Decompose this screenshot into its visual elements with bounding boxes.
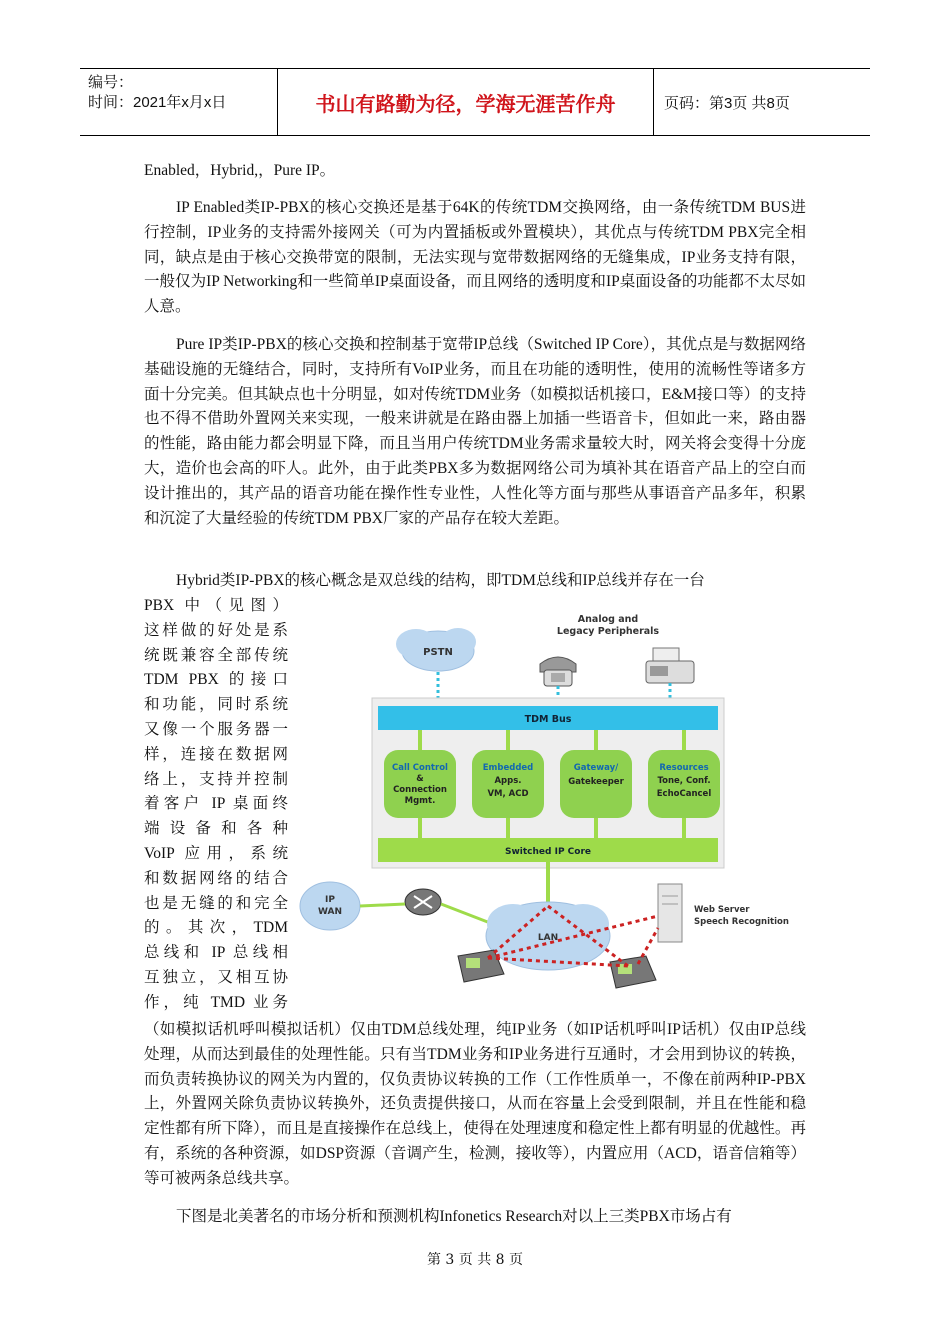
module-label: Gatekeeper [568, 777, 624, 787]
column-line: 也是无缝的和完全 [144, 894, 288, 912]
analog-phone-icon [540, 657, 576, 686]
paragraph-infonetics: 下图是北美著名的市场分析和预测机构Infonetics Research对以上三类PBX市场占有 [176, 1208, 732, 1225]
module-label: Connection [393, 785, 447, 795]
column-line: 互独立，又相互协 [144, 968, 288, 986]
module-label: Gateway/ [573, 763, 619, 773]
router-icon [405, 889, 441, 915]
column-line: 络上，支持并控制 [144, 770, 288, 788]
paragraph-hybrid-first-line: Hybrid类IP-PBX的核心概念是双总线的结构，即TDM总线和IP总线并存在一台 [176, 572, 705, 589]
module-label: Tone, Conf. [657, 776, 711, 786]
column-line: 作，纯 TMD 业务 [144, 993, 288, 1011]
server-icon [658, 884, 682, 942]
column-line: 的。其次，TDM [144, 919, 288, 937]
hybrid-pbx-diagram [298, 606, 803, 1006]
module-call-control [384, 750, 456, 818]
pstn-cloud [396, 628, 476, 671]
analog-label-line1: Analog and [577, 614, 639, 625]
server-label: Web Server [694, 905, 750, 915]
paragraph-hybrid-rest: （如模拟话机呼叫模拟话机）仅由TDM总线处理，纯IP业务（如IP话机呼叫IP话机）仅由IP总线处理，从而达到最佳的处理性能。只有当TDM业务和IP业务进行互通时，才会用到协议的转换，而负责转换协议的网关为内置的，仅负责协议转换的工作（工作性质单一，不像在前两种IP-PBX上，外置网关除负责协议转换外，还负责提供接口，从而在容量上会受到限制，并且在性能和稳定性都有所下降），而且是直接操作在总线上，使得在处理速度和稳定性上都有明显的优越性。再有，系统的各种资源，如DSP资源（音调产生，检测，接收等），内置应用（ACD，语音信箱等）等可被两条总线共享。 [144, 1021, 806, 1187]
module-label: Call Control [392, 763, 448, 773]
column-line: 着客户 IP 桌面终 [144, 795, 288, 813]
column-line: 统既兼容全部传统 [144, 646, 288, 664]
column-line: 和功能，同时系统 [144, 696, 288, 714]
column-line: 这样做的好处是系 [144, 621, 288, 639]
header-meta [80, 69, 278, 135]
column-line: VoIP 应用，系统 [144, 844, 288, 862]
fax-machine-icon [646, 648, 694, 683]
hybrid-wrapped-column [144, 594, 288, 1016]
lan-label: LAN [537, 933, 559, 943]
column-line: PBX 中（见图） [144, 597, 288, 614]
module-label: Resources [659, 763, 709, 773]
page-footer: 第 3 页 共 8 页 [426, 1252, 524, 1268]
paragraph-pure-ip: Pure IP类IP-PBX的核心交换和控制基于宽带IP总线（Switched IP Core），其优点是与数据网络基础设施的无缝结合，同时，支持所有VoIP业务，而且在功能的透明性，使用的流畅性等诸多方面十分完美。但其缺点也十分明显，如对传统TDM业务（如模拟话机接口，E&M接口等）的支持也不得不借助外置网关来实现，一般来讲就是在路由器上加插一些语音卡，但如此一来，路由器的性能，路由能力都会明显下降，而且当用户传统TDM业务需求量较大时，网关将会变得十分庞大，造价也会高的吓人。此外，由于此类PBX多为数据网络公司为填补其在语音产品上的空白而设计推出的，其产品的语音功能在操作性专业性，人性化等方面与那些从事语音产品多年，积累和沉淀了大量经验的传统TDM PBX厂家的产品存在较大差距。 [144, 336, 806, 527]
column-line: 又像一个服务器一 [144, 720, 288, 738]
tdm-bus-label: TDM Bus [524, 714, 572, 725]
column-line: 端设备和各种 [144, 820, 288, 838]
header-page-number: 页码：第3页 共8页 [664, 94, 790, 112]
module-label: EchoCancel [656, 789, 712, 799]
ip-wan-cloud [300, 882, 360, 930]
column-line: 样，连接在数据网 [144, 745, 288, 763]
page-header [80, 68, 870, 136]
analog-label-line2: Legacy Peripherals [556, 626, 660, 637]
pstn-label: PSTN [423, 647, 453, 658]
module-label: Apps. [494, 776, 522, 786]
ip-wan-label: IP [325, 895, 335, 905]
module-label: VM, ACD [487, 789, 529, 799]
module-label: Mgmt. [404, 796, 436, 806]
column-line: TDM PBX 的接口 [144, 671, 288, 689]
server-label: Speech Recognition [694, 917, 789, 927]
ip-phone-icon [610, 956, 656, 988]
column-line: 总线和 IP 总线相 [144, 944, 288, 962]
serial-number: 编号： [88, 74, 134, 91]
paragraph-0: Enabled，Hybrid,，Pure IP。 [144, 162, 336, 179]
header-date: 时间：2021年x月x日 [88, 94, 227, 111]
ip-wan-label: WAN [317, 907, 343, 917]
column-line: 和数据网络的结合 [144, 869, 288, 887]
ip-core-label: Switched IP Core [504, 847, 592, 857]
header-motto: 书山有路勤为径，学海无涯苦作舟 [278, 69, 654, 135]
module-label: Embedded [482, 763, 534, 773]
module-label: & [416, 774, 424, 784]
paragraph-ip-enabled: IP Enabled类IP-PBX的核心交换还是基于64K的传统TDM交换网络，由一条传统TDM BUS进行控制，IP业务的支持需外接网关（可为内置插板或外置模块），其优点与传统TDM PBX完全相同，缺点是由于核心交换带宽的限制，无法实现与宽带数据网络的无缝集成，IP业务支持有限，一般仅为IP Networking和一些简单IP桌面设备，而且网络的透明度和IP桌面设备的功能都不太尽如人意。 [144, 199, 806, 316]
